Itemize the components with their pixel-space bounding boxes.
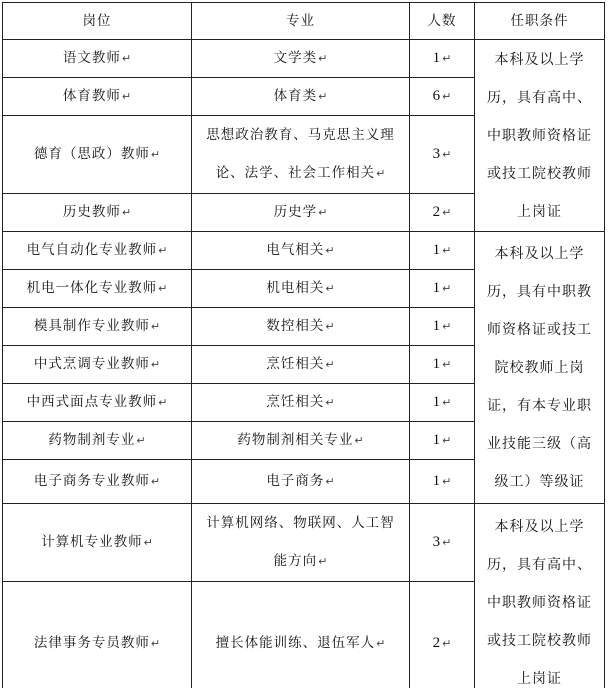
position-cell: 机电一体化专业教师↵: [3, 270, 192, 308]
position-cell: 中式烹调专业教师↵: [3, 346, 192, 384]
count-cell: 1↵: [410, 460, 475, 504]
count-cell: 6↵: [410, 78, 475, 116]
position-cell: 德育（思政）教师↵: [3, 116, 192, 194]
count-cell: 1↵: [410, 270, 475, 308]
count-cell: 2↵: [410, 582, 475, 688]
count-cell: 1↵: [410, 384, 475, 422]
major-cell: 体育类↵: [192, 78, 410, 116]
position-cell: 电气自动化专业教师↵: [3, 232, 192, 270]
position-cell: 中西式面点专业教师↵: [3, 384, 192, 422]
major-cell: 历史学↵: [192, 194, 410, 232]
position-cell: 药物制剂专业↵: [3, 422, 192, 460]
header-requirements: 任职条件: [475, 3, 605, 40]
major-cell: 药物制剂相关专业↵: [192, 422, 410, 460]
count-cell: 1↵: [410, 40, 475, 78]
major-cell: 思想政治教育、马克思主义理 论、法学、社会工作相关↵: [192, 116, 410, 194]
major-cell: 数控相关↵: [192, 308, 410, 346]
position-cell: 法律事务专员教师↵: [3, 582, 192, 688]
count-cell: 1↵: [410, 346, 475, 384]
position-cell: 历史教师↵: [3, 194, 192, 232]
requirements-cell: 本科及以上学 历，具有高中、 中职教师资格证 或技工院校教师 上岗证: [475, 40, 605, 232]
position-cell: 体育教师↵: [3, 78, 192, 116]
major-cell: 烹饪相关↵: [192, 384, 410, 422]
major-cell: 电气相关↵: [192, 232, 410, 270]
count-cell: 1↵: [410, 422, 475, 460]
position-cell: 模具制作专业教师↵: [3, 308, 192, 346]
header-major: 专业: [192, 3, 410, 40]
header-count: 人数: [410, 3, 475, 40]
position-cell: 语文教师↵: [3, 40, 192, 78]
position-cell: 电子商务专业教师↵: [3, 460, 192, 504]
position-cell: 计算机专业教师↵: [3, 504, 192, 582]
major-cell: 文学类↵: [192, 40, 410, 78]
major-cell: 计算机网络、物联网、人工智 能方向↵: [192, 504, 410, 582]
count-cell: 1↵: [410, 232, 475, 270]
count-cell: 2↵: [410, 194, 475, 232]
count-cell: 3↵: [410, 116, 475, 194]
requirements-cell: 本科及以上学 历，具有中职教 师资格证或技工 院校教师上岗 证，有本专业职 业技能三级（高 级工）等级证: [475, 232, 605, 504]
count-cell: 1↵: [410, 308, 475, 346]
recruitment-table: [2, 2, 605, 688]
table-row: [3, 40, 605, 78]
major-cell: 机电相关↵: [192, 270, 410, 308]
requirements-cell: 本科及以上学 历，具有高中、 中职教师资格证 或技工院校教师 上岗证: [475, 504, 605, 688]
header-position: 岗位: [3, 3, 192, 40]
table-row: [3, 232, 605, 270]
major-cell: 烹饪相关↵: [192, 346, 410, 384]
count-cell: 3↵: [410, 504, 475, 582]
major-cell: 电子商务↵: [192, 460, 410, 504]
header-row: [3, 3, 605, 40]
major-cell: 擅长体能训练、退伍军人↵: [192, 582, 410, 688]
table-row: [3, 504, 605, 582]
